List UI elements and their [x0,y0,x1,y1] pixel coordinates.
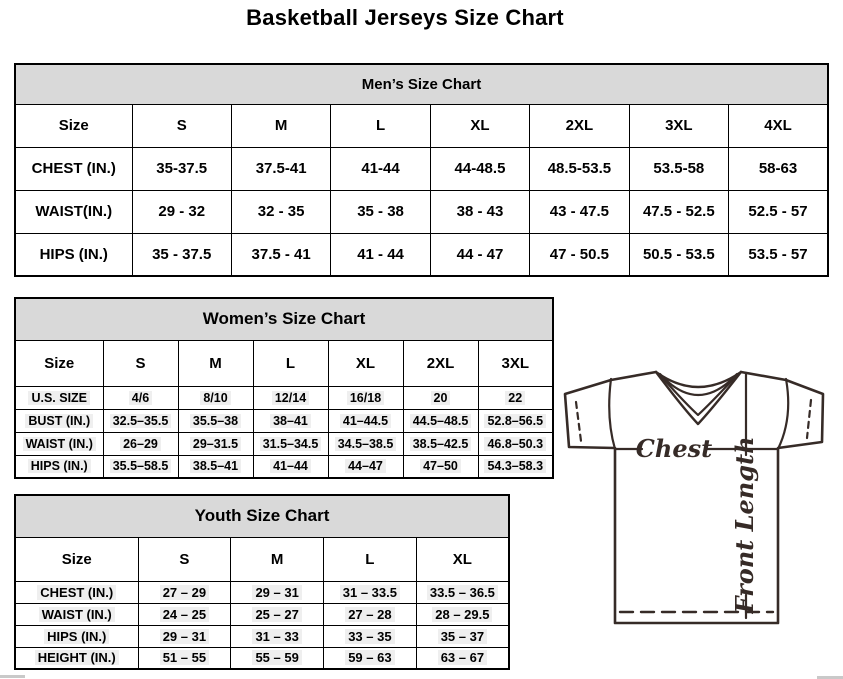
table-row [15,603,509,625]
cell [403,432,478,455]
cell-value: 31 – 33.5 [340,585,400,600]
cell [138,625,231,647]
cell [231,625,324,647]
mens-col-header: Size [15,104,132,147]
table-row [15,147,828,190]
cell-value: 8/10 [200,391,230,405]
row-label-text: U.S. SIZE [28,391,90,405]
womens-size-table [14,297,554,479]
cell: 37.5-41 [231,147,330,190]
cell-value: 52.8–56.5 [484,414,546,428]
cell-value: 22 [505,391,525,405]
left-cuff-dashed-line [576,402,581,441]
cell-value: 47–50 [420,459,461,473]
cell: 53.5 - 57 [729,233,828,276]
youth-col-header: L [324,537,417,581]
cell [416,625,509,647]
page-title: Basketball Jerseys Size Chart [246,5,564,30]
cell [138,581,231,603]
cell-value: 35.5–38 [190,414,241,428]
mens-col-header: 4XL [729,104,828,147]
womens-col-header: Size [15,340,103,386]
cell-value: 27 – 29 [160,585,209,600]
cell: 44-48.5 [430,147,529,190]
table-row [15,190,828,233]
cell-value: 41–44 [270,459,311,473]
table-row [15,386,553,409]
womens-col-header: L [253,340,328,386]
cell [253,409,328,432]
cell-value: 29 – 31 [160,629,209,644]
cell [178,432,253,455]
cell [403,455,478,478]
row-label: HIPS (IN.) [15,233,132,276]
cell: 50.5 - 53.5 [629,233,728,276]
cell: 35 - 38 [331,190,430,233]
cell: 41 - 44 [331,233,430,276]
cell [478,409,553,432]
cell: 43 - 47.5 [530,190,629,233]
youth-col-header: XL [416,537,509,581]
cell: 38 - 43 [430,190,529,233]
cell-value: 20 [431,391,451,405]
left-sleeve-seam [609,379,615,449]
cell [103,409,178,432]
youth-col-header: M [231,537,324,581]
row-label: CHEST (IN.) [15,147,132,190]
table-row [15,409,553,432]
front-length-label: Front Length [730,436,759,614]
cell [324,603,417,625]
womens-col-header: M [178,340,253,386]
cell-value: 38.5–42.5 [410,437,472,451]
cell [478,455,553,478]
cell [253,455,328,478]
cell [478,432,553,455]
cell-value: 38.5–41 [190,459,241,473]
chest-label: Chest [635,434,713,463]
cell-value: 31 – 33 [252,629,301,644]
cell-value: 41–44.5 [340,414,391,428]
row-label-text: WAIST (IN.) [39,607,115,622]
mens-col-header: XL [430,104,529,147]
table-row [15,647,509,669]
cell-value: 44–47 [345,459,386,473]
row-label [15,409,103,432]
cell: 41-44 [331,147,430,190]
row-label-text: HEIGHT (IN.) [35,650,119,665]
cell: 48.5-53.5 [530,147,629,190]
youth-col-header: Size [15,537,138,581]
cell-value: 28 – 29.5 [432,607,492,622]
cell-value: 29–31.5 [190,437,241,451]
cell-value: 16/18 [347,391,384,405]
cell [103,455,178,478]
cell: 52.5 - 57 [729,190,828,233]
row-label-text: WAIST (IN.) [23,437,96,451]
cell: 47 - 50.5 [530,233,629,276]
cell [324,581,417,603]
cell-value: 32.5–35.5 [110,414,172,428]
cell-value: 4/6 [129,391,152,405]
youth-size-table [14,494,510,670]
cell [328,432,403,455]
cell-value: 33 – 35 [345,629,394,644]
row-label [15,625,138,647]
cell-value: 31.5–34.5 [260,437,322,451]
cell-value: 25 – 27 [252,607,301,622]
cell: 53.5-58 [629,147,728,190]
womens-chart-title: Women’s Size Chart [15,298,553,340]
cell-value: 55 – 59 [252,650,301,665]
cell-value: 12/14 [272,391,309,405]
jersey-measurement-diagram [556,360,843,647]
row-label [15,386,103,409]
womens-col-header: 3XL [478,340,553,386]
cell: 44 - 47 [430,233,529,276]
cell: 32 - 35 [231,190,330,233]
cell [324,625,417,647]
row-label-text: HIPS (IN.) [44,629,109,644]
row-label: WAIST(IN.) [15,190,132,233]
cell [416,581,509,603]
row-label-text: CHEST (IN.) [37,585,116,600]
cell [328,386,403,409]
cell-value: 35.5–58.5 [110,459,172,473]
youth-col-header: S [138,537,231,581]
cell [178,386,253,409]
cell-value: 51 – 55 [160,650,209,665]
cell-value: 26–29 [120,437,161,451]
cell [253,386,328,409]
mens-col-header: S [132,104,231,147]
womens-col-header: S [103,340,178,386]
cell [178,455,253,478]
table-row [15,432,553,455]
mens-col-header: 3XL [629,104,728,147]
cell [231,647,324,669]
cell [328,455,403,478]
cell: 58-63 [729,147,828,190]
cell [103,386,178,409]
cell [403,409,478,432]
row-label [15,581,138,603]
cell [178,409,253,432]
cell: 37.5 - 41 [231,233,330,276]
cell [253,432,328,455]
cell-value: 38–41 [270,414,311,428]
mens-col-header: M [231,104,330,147]
womens-col-header: XL [328,340,403,386]
row-label [15,432,103,455]
mens-chart-title: Men’s Size Chart [15,64,828,104]
cell [231,581,324,603]
cell-value: 63 – 67 [438,650,487,665]
table-row [15,625,509,647]
table-row [15,455,553,478]
cell-value: 35 – 37 [438,629,487,644]
cell [103,432,178,455]
cell-value: 59 – 63 [345,650,394,665]
cell [324,647,417,669]
cell: 29 - 32 [132,190,231,233]
right-sleeve-seam [778,379,788,449]
cell [478,386,553,409]
table-row [15,233,828,276]
cell [403,386,478,409]
cell [138,647,231,669]
jersey-outline [565,372,823,623]
mens-size-table [14,63,829,277]
cell-value: 33.5 – 36.5 [427,585,498,600]
cell [231,603,324,625]
cell-value: 46.8–50.3 [484,437,546,451]
cell-value: 44.5–48.5 [410,414,472,428]
row-label [15,647,138,669]
cell: 35-37.5 [132,147,231,190]
cell [416,647,509,669]
mens-col-header: 2XL [530,104,629,147]
jersey-diagram-svg [556,360,843,647]
table-row [15,581,509,603]
cell: 47.5 - 52.5 [629,190,728,233]
row-label [15,455,103,478]
youth-chart-title: Youth Size Chart [15,495,509,537]
cell-value: 34.5–38.5 [335,437,397,451]
mens-col-header: L [331,104,430,147]
cell-value: 29 – 31 [252,585,301,600]
cell-value: 24 – 25 [160,607,209,622]
cropped-artifact-left [0,675,25,678]
cell-value: 54.3–58.3 [484,459,546,473]
cell [416,603,509,625]
cell [138,603,231,625]
cell: 35 - 37.5 [132,233,231,276]
right-cuff-dashed-line [807,400,811,438]
row-label-text: BUST (IN.) [25,414,93,428]
cell-value: 27 – 28 [345,607,394,622]
row-label [15,603,138,625]
womens-col-header: 2XL [403,340,478,386]
cell [328,409,403,432]
row-label-text: HIPS (IN.) [28,459,91,473]
